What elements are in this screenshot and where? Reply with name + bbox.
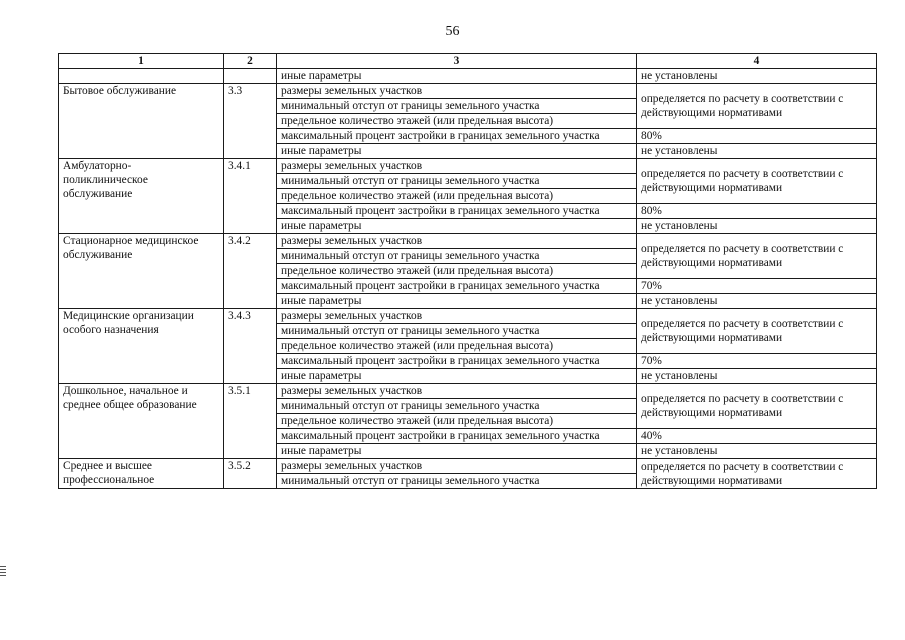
- value-cell: не установлены: [637, 369, 877, 384]
- value-cell: определяется по расчету в соответствии с действующими нормативами: [637, 459, 877, 489]
- table-row: [59, 234, 877, 249]
- param-cell: размеры земельных участков: [277, 459, 637, 474]
- value-cell: 80%: [637, 204, 877, 219]
- param-cell: максимальный процент застройки в границах земельного участка: [277, 279, 637, 294]
- empty-cell: [224, 69, 277, 84]
- value-cell: определяется по расчету в соответствии с действующими нормативами: [637, 309, 877, 354]
- use-type-name: Бытовое обслуживание: [59, 84, 224, 159]
- value-cell: определяется по расчету в соответствии с действующими нормативами: [637, 384, 877, 429]
- value-cell: определяется по расчету в соответствии с действующими нормативами: [637, 234, 877, 279]
- use-type-code: 3.5.1: [224, 384, 277, 459]
- param-cell: иные параметры: [277, 144, 637, 159]
- param-cell: минимальный отступ от границы земельного участка: [277, 324, 637, 339]
- column-header-3: 3: [277, 54, 637, 69]
- empty-cell: [59, 69, 224, 84]
- param-cell: предельное количество этажей (или предельная высота): [277, 114, 637, 129]
- value-cell: не установлены: [637, 294, 877, 309]
- param-cell: максимальный процент застройки в границах земельного участка: [277, 129, 637, 144]
- param-cell: размеры земельных участков: [277, 84, 637, 99]
- value-cell: не установлены: [637, 444, 877, 459]
- param-cell: максимальный процент застройки в границах земельного участка: [277, 354, 637, 369]
- value-cell: не установлены: [637, 69, 877, 84]
- param-cell: размеры земельных участков: [277, 234, 637, 249]
- param-cell: минимальный отступ от границы земельного участка: [277, 399, 637, 414]
- margin-mark: [0, 566, 6, 576]
- use-type-name: Амбулаторно- поликлиническое обслуживание: [59, 159, 224, 234]
- value-cell: 70%: [637, 354, 877, 369]
- param-cell: иные параметры: [277, 369, 637, 384]
- param-cell: максимальный процент застройки в границах земельного участка: [277, 429, 637, 444]
- table-row: [59, 384, 877, 399]
- table-row: [59, 69, 877, 84]
- value-cell: 80%: [637, 129, 877, 144]
- param-cell: минимальный отступ от границы земельного участка: [277, 474, 637, 489]
- page-number: 56: [445, 24, 460, 39]
- param-cell: иные параметры: [277, 294, 637, 309]
- param-cell: иные параметры: [277, 444, 637, 459]
- param-cell: предельное количество этажей (или предельная высота): [277, 414, 637, 429]
- header-row: [59, 54, 877, 69]
- use-type-code: 3.4.2: [224, 234, 277, 309]
- param-cell: размеры земельных участков: [277, 384, 637, 399]
- value-cell: 40%: [637, 429, 877, 444]
- value-cell: не установлены: [637, 144, 877, 159]
- column-header-2: 2: [224, 54, 277, 69]
- table-row: [59, 309, 877, 324]
- use-type-name: Стационарное медицинское обслуживание: [59, 234, 224, 309]
- param-cell: размеры земельных участков: [277, 159, 637, 174]
- param-cell: иные параметры: [277, 69, 637, 84]
- use-type-code: 3.4.1: [224, 159, 277, 234]
- column-header-1: 1: [59, 54, 224, 69]
- value-cell: не установлены: [637, 219, 877, 234]
- use-type-name: Медицинские организации особого назначения: [59, 309, 224, 384]
- table-row: [59, 159, 877, 174]
- table-row: [59, 459, 877, 474]
- use-type-code: 3.4.3: [224, 309, 277, 384]
- value-cell: определяется по расчету в соответствии с действующими нормативами: [637, 84, 877, 129]
- param-cell: минимальный отступ от границы земельного участка: [277, 249, 637, 264]
- param-cell: предельное количество этажей (или предельная высота): [277, 264, 637, 279]
- use-type-code: 3.5.2: [224, 459, 277, 489]
- param-cell: максимальный процент застройки в границах земельного участка: [277, 204, 637, 219]
- table-row: [59, 84, 877, 99]
- param-cell: минимальный отступ от границы земельного участка: [277, 99, 637, 114]
- use-type-code: 3.3: [224, 84, 277, 159]
- param-cell: размеры земельных участков: [277, 309, 637, 324]
- param-cell: минимальный отступ от границы земельного участка: [277, 174, 637, 189]
- param-cell: предельное количество этажей (или предельная высота): [277, 339, 637, 354]
- param-cell: иные параметры: [277, 219, 637, 234]
- value-cell: 70%: [637, 279, 877, 294]
- use-type-name: Среднее и высшее профессиональное: [59, 459, 224, 489]
- column-header-4: 4: [637, 54, 877, 69]
- use-type-name: Дошкольное, начальное и среднее общее образование: [59, 384, 224, 459]
- land-use-parameters-table: [58, 53, 877, 489]
- param-cell: предельное количество этажей (или предельная высота): [277, 189, 637, 204]
- value-cell: определяется по расчету в соответствии с действующими нормативами: [637, 159, 877, 204]
